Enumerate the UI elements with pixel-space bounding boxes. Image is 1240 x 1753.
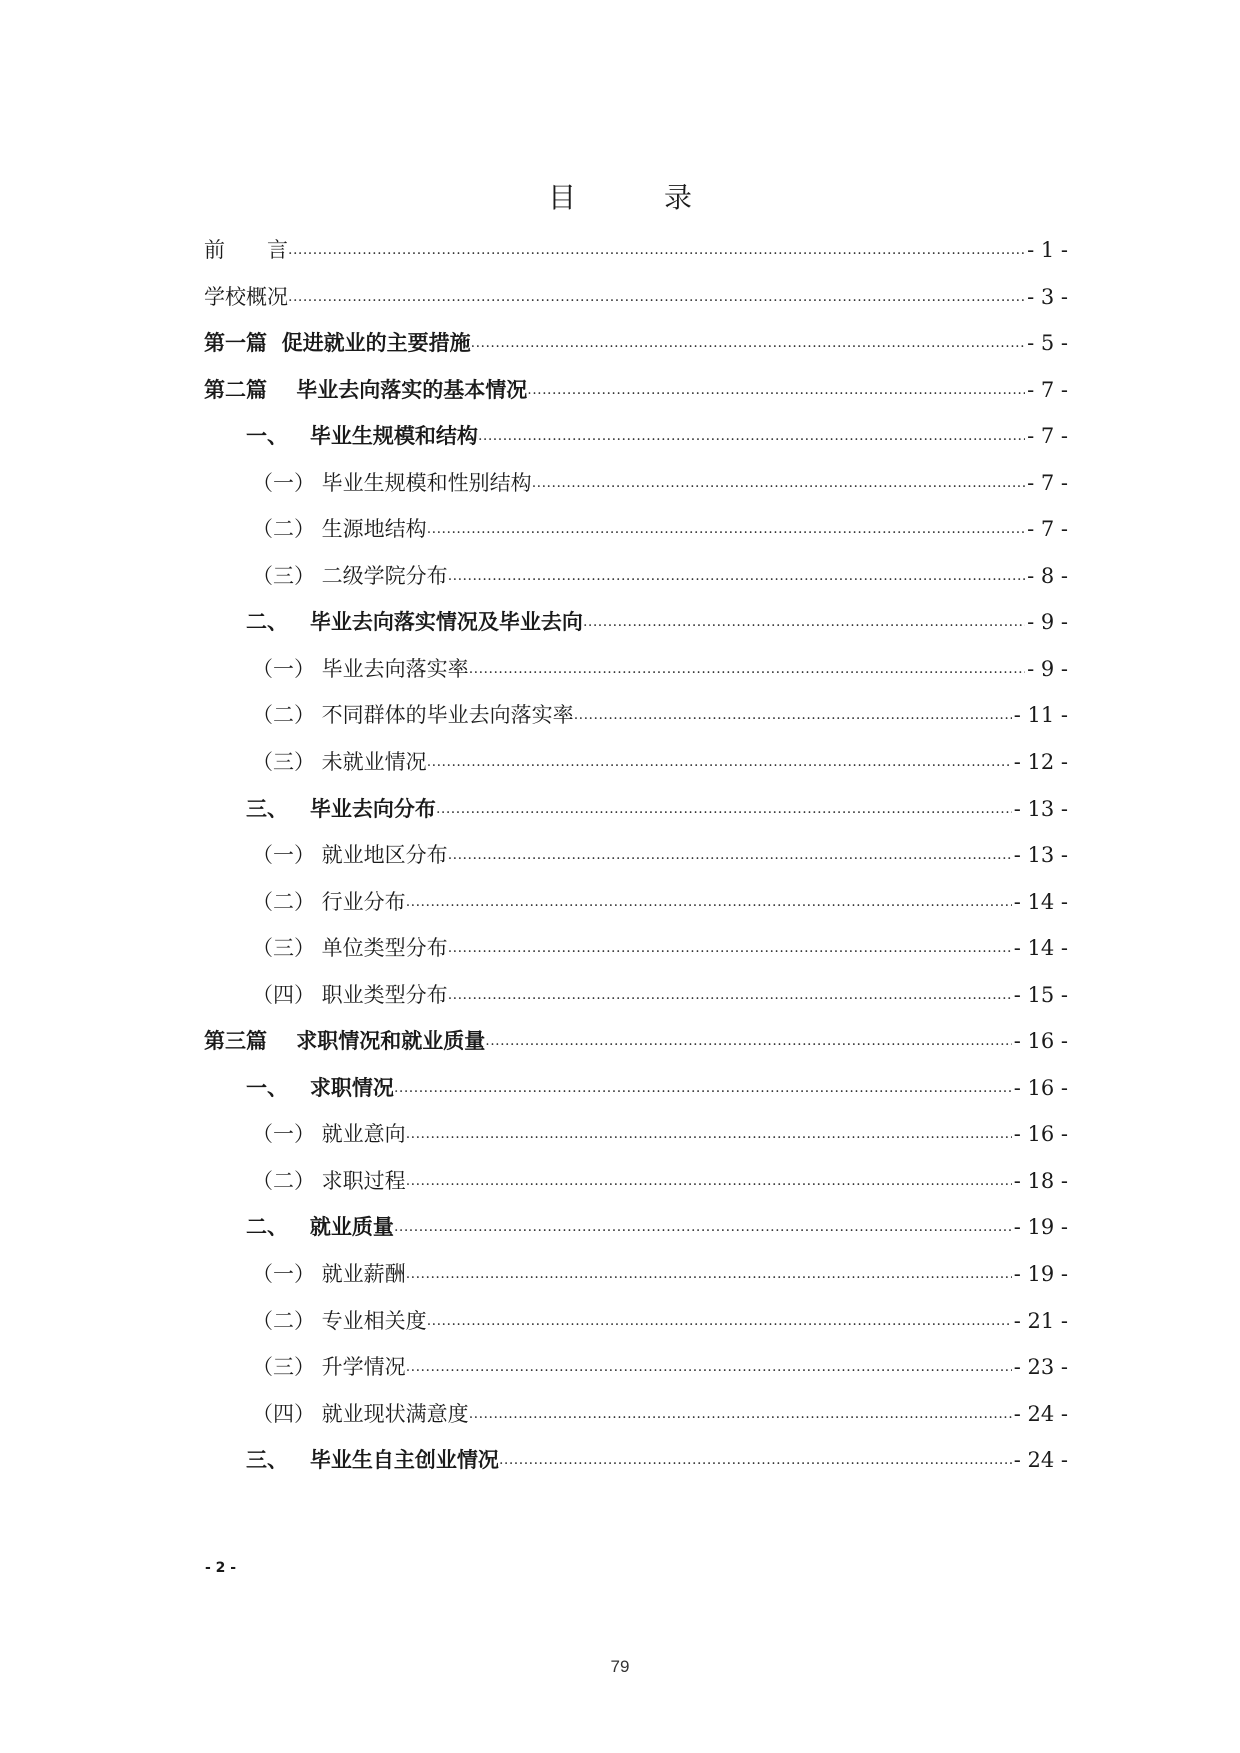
toc-entry-page: - 13 -: [1013, 796, 1068, 821]
toc-entry-page: - 1 -: [1027, 238, 1068, 262]
toc-entry[interactable]: [204, 283, 1068, 330]
toc-entry[interactable]: [204, 236, 1068, 283]
toc-entry-page: - 9 -: [1027, 610, 1068, 635]
toc-entry[interactable]: [204, 1120, 1068, 1167]
toc-dot-leader: [532, 469, 1025, 497]
toc-entry-label: 三、 毕业去向分布: [246, 795, 436, 821]
footer-page-number: - 2 -: [205, 1560, 237, 1576]
toc-entry-page: - 13 -: [1013, 843, 1068, 868]
toc-entry[interactable]: [204, 469, 1068, 516]
toc-entry-page: - 24 -: [1013, 1448, 1068, 1473]
document-page-number: 79: [610, 1657, 630, 1676]
toc-entry-page: - 5 -: [1027, 331, 1068, 356]
toc-dot-leader: [448, 841, 1012, 869]
toc-entry-label: 二、 就业质量: [246, 1214, 394, 1240]
toc-entry-label: （二） 行业分布: [252, 889, 406, 914]
toc-entry[interactable]: [204, 515, 1068, 562]
toc-entry-label: （一） 就业薪酬: [252, 1262, 406, 1287]
toc-entry[interactable]: [204, 748, 1068, 795]
toc-entry-label: 三、 毕业生自主创业情况: [246, 1447, 499, 1473]
toc-entry[interactable]: [204, 701, 1068, 748]
toc-entry[interactable]: [204, 329, 1068, 376]
toc-dot-leader: [436, 795, 1012, 823]
toc-entry-page: - 7 -: [1027, 470, 1068, 495]
toc-entry[interactable]: [204, 1260, 1068, 1307]
toc-entry[interactable]: [204, 608, 1068, 655]
toc-entry-label: （一） 毕业去向落实率: [252, 656, 469, 681]
toc-entry-label: （二） 专业相关度: [252, 1308, 427, 1333]
toc-entry-label: （三） 升学情况: [252, 1355, 406, 1380]
page-title: 目 录: [547, 181, 722, 214]
toc-entry-page: - 19 -: [1013, 1262, 1068, 1287]
toc-dot-leader: [478, 422, 1025, 450]
toc-entry-page: - 23 -: [1013, 1355, 1068, 1380]
toc-entry[interactable]: [204, 1213, 1068, 1260]
toc-dot-leader: [288, 283, 1025, 311]
toc-entry-label: 前 言: [204, 238, 288, 262]
toc-entry[interactable]: [204, 795, 1068, 842]
toc-entry[interactable]: [204, 981, 1068, 1028]
toc-entry[interactable]: [204, 655, 1068, 702]
toc-entry-page: - 19 -: [1013, 1215, 1068, 1240]
toc-entry[interactable]: [204, 376, 1068, 423]
toc-dot-leader: [469, 1400, 1012, 1428]
toc-entry-page: - 15 -: [1013, 982, 1068, 1007]
toc-dot-leader: [406, 888, 1012, 916]
toc-entry-label: （三） 单位类型分布: [252, 936, 448, 961]
toc-dot-leader: [394, 1213, 1012, 1241]
toc-entry-page: - 21 -: [1013, 1308, 1068, 1333]
toc-entry-label: 第二篇 毕业去向落实的基本情况: [204, 376, 528, 402]
toc-entry[interactable]: [204, 841, 1068, 888]
toc-entry-page: - 7 -: [1027, 517, 1068, 542]
toc-dot-leader: [527, 376, 1025, 404]
toc-entry[interactable]: [204, 934, 1068, 981]
toc-dot-leader: [499, 1446, 1012, 1474]
toc-entry[interactable]: [204, 1074, 1068, 1121]
toc-dot-leader: [448, 562, 1025, 590]
toc-entry-label: （一） 就业地区分布: [252, 843, 448, 868]
toc-dot-leader: [448, 981, 1012, 1009]
toc-dot-leader: [469, 655, 1025, 683]
toc-dot-leader: [406, 1167, 1012, 1195]
toc-entry-label: （一） 就业意向: [252, 1122, 406, 1147]
toc-entry-label: （三） 二级学院分布: [252, 563, 448, 588]
toc-entry-page: - 14 -: [1013, 936, 1068, 961]
toc-entry-page: - 24 -: [1013, 1401, 1068, 1426]
toc-entry-label: （二） 求职过程: [252, 1168, 406, 1193]
toc-entry-label: （四） 职业类型分布: [252, 982, 448, 1007]
toc-entry[interactable]: [204, 1446, 1068, 1493]
toc-entry-page: - 16 -: [1013, 1029, 1068, 1054]
toc-entry-page: - 14 -: [1013, 889, 1068, 914]
toc-entry-page: - 3 -: [1027, 284, 1068, 309]
toc-entry[interactable]: [204, 888, 1068, 935]
toc-entry-label: 一、 求职情况: [246, 1074, 394, 1100]
toc-entry-label: （三） 未就业情况: [252, 750, 427, 775]
toc-entry[interactable]: [204, 422, 1068, 469]
toc-entry-page: - 9 -: [1027, 656, 1068, 681]
toc-dot-leader: [448, 934, 1012, 962]
toc-entry-label: 第一篇 促进就业的主要措施: [204, 330, 471, 356]
toc-dot-leader: [583, 608, 1025, 636]
toc-entry[interactable]: [204, 1027, 1068, 1074]
toc-dot-leader: [394, 1074, 1012, 1102]
toc-entry-label: （四） 就业现状满意度: [252, 1401, 469, 1426]
toc-entry-page: - 11 -: [1013, 703, 1068, 728]
toc-entry-page: - 8 -: [1027, 563, 1068, 588]
toc-entry[interactable]: [204, 1400, 1068, 1447]
toc-entry-page: - 16 -: [1013, 1122, 1068, 1147]
toc-dot-leader: [406, 1120, 1012, 1148]
toc-entry-label: 一、 毕业生规模和结构: [246, 423, 478, 449]
toc-entry[interactable]: [204, 562, 1068, 609]
toc-dot-leader: [471, 329, 1025, 357]
toc-entry-label: 二、 毕业去向落实情况及毕业去向: [246, 609, 583, 635]
toc-entry-label: （一） 毕业生规模和性别结构: [252, 470, 532, 495]
toc-dot-leader: [406, 1353, 1012, 1381]
toc-entry[interactable]: [204, 1353, 1068, 1400]
toc-entry[interactable]: [204, 1307, 1068, 1354]
toc-dot-leader: [406, 1260, 1012, 1288]
toc-dot-leader: [574, 701, 1012, 729]
toc-dot-leader: [485, 1027, 1011, 1055]
table-of-contents: [204, 236, 1068, 1493]
toc-dot-leader: [288, 236, 1025, 264]
toc-dot-leader: [427, 1307, 1012, 1335]
toc-entry-label: 第三篇 求职情况和就业质量: [204, 1028, 486, 1054]
toc-entry-label: （二） 不同群体的毕业去向落实率: [252, 703, 574, 728]
toc-entry-page: - 16 -: [1013, 1075, 1068, 1100]
toc-dot-leader: [427, 748, 1012, 776]
toc-entry[interactable]: [204, 1167, 1068, 1214]
toc-entry-page: - 7 -: [1027, 424, 1068, 449]
toc-entry-page: - 7 -: [1027, 377, 1068, 402]
toc-entry-page: - 12 -: [1013, 750, 1068, 775]
toc-entry-page: - 18 -: [1013, 1168, 1068, 1193]
toc-entry-label: 学校概况: [204, 284, 288, 309]
toc-entry-label: （二） 生源地结构: [252, 517, 427, 542]
toc-dot-leader: [427, 515, 1025, 543]
